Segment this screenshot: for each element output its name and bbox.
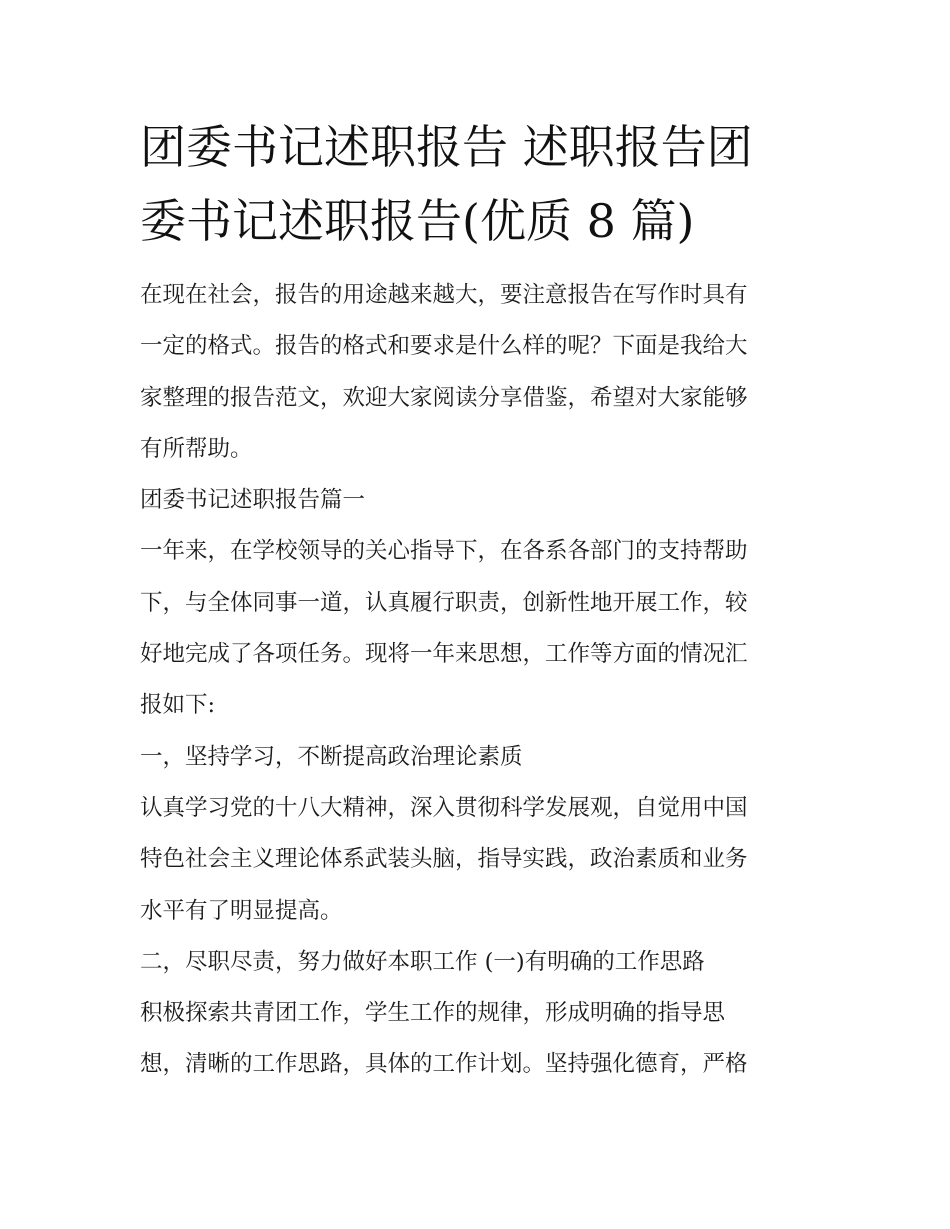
text-line: 家整理的报告范文，欢迎大家阅读分享借鉴，希望对大家能够 xyxy=(140,384,748,411)
document-page xyxy=(140,110,830,1091)
text-line: 一定的格式。报告的格式和要求是什么样的呢？下面是我给大 xyxy=(140,333,748,360)
section-heading xyxy=(140,475,830,526)
text-line: 好地完成了各项任务。现将一年来思想，工作等方面的情况汇 xyxy=(140,641,748,668)
text-line: 特色社会主义理论体系武装头脑，指导实践，政治素质和业务 xyxy=(140,846,748,873)
text-line: 团委书记述职报告篇一 xyxy=(140,487,366,514)
title-line: 委书记述职报告(优质 8 篇) xyxy=(140,194,695,248)
text-line: 二，尽职尽责，努力做好本职工作 (一)有明确的工作思路 xyxy=(140,948,705,975)
text-line: 一，坚持学习，不断提高政治理论素质 xyxy=(140,743,523,770)
text-line: 有所帮助。 xyxy=(140,435,253,462)
body-paragraph xyxy=(140,526,830,731)
subsection-heading xyxy=(140,937,830,988)
text-line: 在现在社会，报告的用途越来越大，要注意报告在写作时具有 xyxy=(140,282,748,308)
body-paragraph xyxy=(140,988,830,1091)
document-title xyxy=(140,110,830,258)
intro-paragraph xyxy=(140,270,830,475)
body-paragraph xyxy=(140,783,830,937)
text-line: 想，清晰的工作思路，具体的工作计划。坚持强化德育，严格 xyxy=(140,1051,748,1078)
subsection-heading xyxy=(140,732,830,783)
text-line: 水平有了明显提高。 xyxy=(140,897,343,924)
text-line: 下，与全体同事一道，认真履行职责，创新性地开展工作，较 xyxy=(140,589,748,616)
text-line: 一年来，在学校领导的关心指导下，在各系各部门的支持帮助 xyxy=(140,538,748,565)
text-line: 报如下: xyxy=(140,692,216,719)
text-line: 积极探索共青团工作，学生工作的规律，形成明确的指导思 xyxy=(140,1000,726,1027)
title-line: 团委书记述职报告 述职报告团 xyxy=(140,120,753,174)
text-line: 认真学习党的十八大精神，深入贯彻科学发展观，自觉用中国 xyxy=(140,794,748,821)
